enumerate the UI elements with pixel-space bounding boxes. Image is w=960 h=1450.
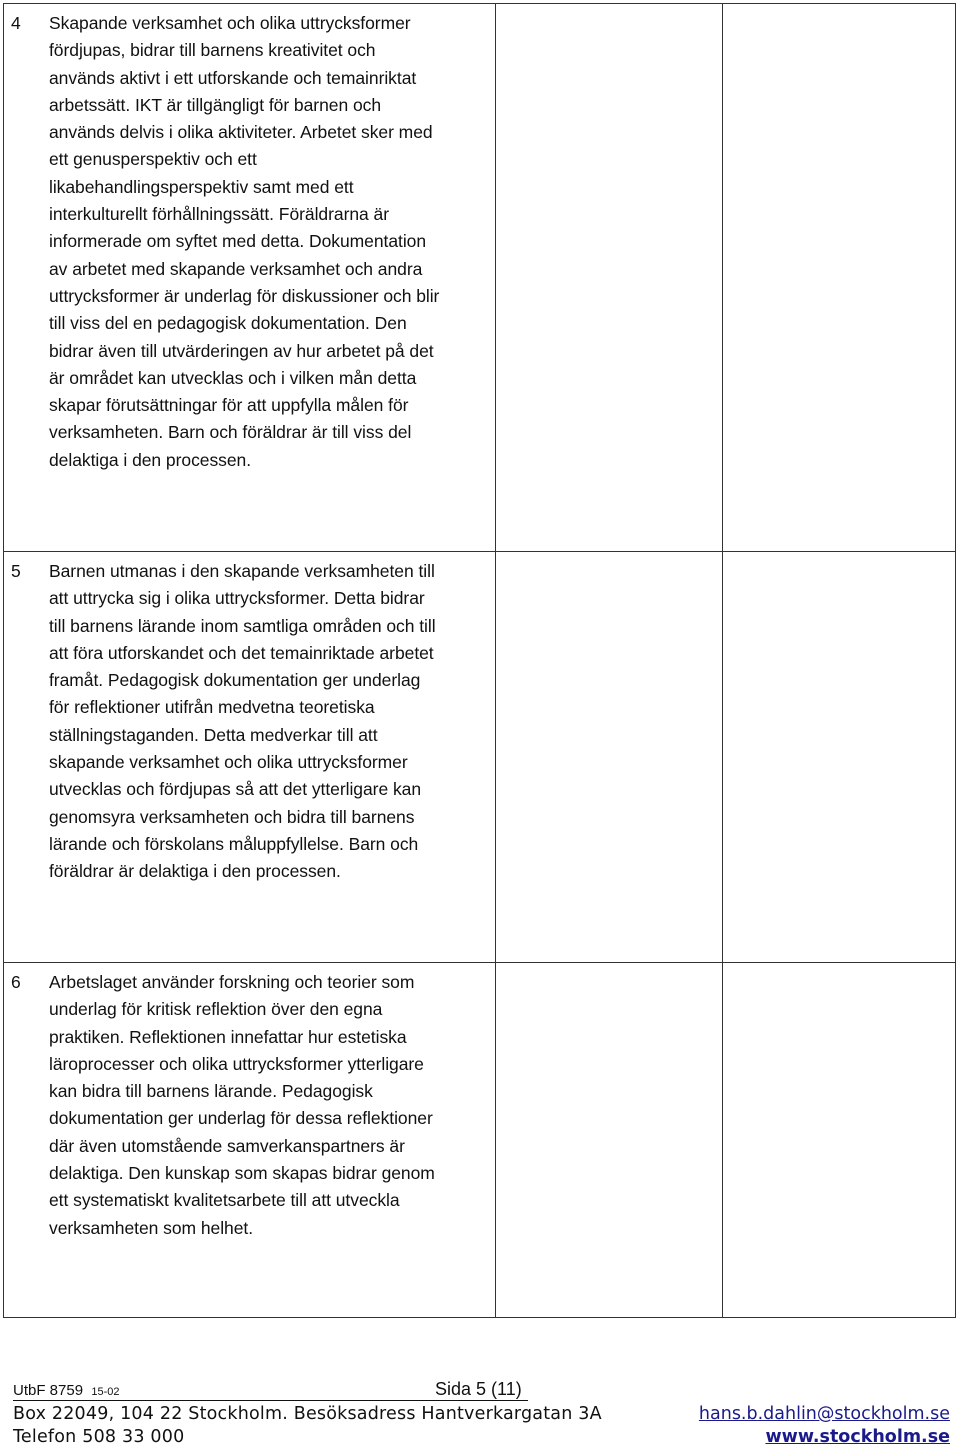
page-footer xyxy=(13,1376,953,1446)
level-description-cell xyxy=(4,963,496,1318)
empty-cell xyxy=(723,552,956,963)
text-line: används delvis i olika aktiviteter. Arbetet sker med xyxy=(49,122,433,143)
text-line: dokumentation ger underlag för dessa reflektioner xyxy=(49,1108,433,1129)
level-description xyxy=(4,552,495,886)
table-row xyxy=(4,4,956,552)
text-line: verksamheten som helhet. xyxy=(49,1217,254,1238)
text-line: Barnen utmanas i den skapande verksamheten till xyxy=(49,561,435,581)
text-line: Arbetslaget använder forskning och teorier som xyxy=(49,972,415,992)
text-line: uttrycksformer är underlag för diskussioner och blir xyxy=(49,285,440,306)
text-line: genomsyra verksamheten och bidra till barnens xyxy=(49,806,415,827)
text-line: ett systematiskt kvalitetsarbete till att utveckla xyxy=(49,1190,400,1211)
text-line: framåt. Pedagogisk dokumentation ger underlag xyxy=(49,670,421,691)
text-line: till viss del en pedagogisk dokumentation. Den xyxy=(49,313,407,334)
form-code-text: UtbF 8759 xyxy=(13,1382,84,1399)
text-line: skapande verksamhet och olika uttrycksformer xyxy=(49,752,408,773)
text-line: utvecklas och fördjupas så att det ytterligare kan xyxy=(49,779,422,800)
text-line: interkulturellt förhållningssätt. Föräldrarna är xyxy=(49,204,389,225)
text-line: för reflektioner utifrån medvetna teoretiska xyxy=(49,697,375,718)
empty-cell xyxy=(723,4,956,552)
empty-cell xyxy=(495,963,723,1318)
empty-cell xyxy=(495,4,723,552)
text-line: Skapande verksamhet och olika uttrycksformer xyxy=(49,13,411,33)
text-line: lärande och förskolans måluppfyllelse. Barn och xyxy=(49,833,419,854)
page-number: Sida 5 (11) xyxy=(435,1379,522,1399)
text-line: där även utomstående samverkanspartners är xyxy=(49,1135,405,1156)
level-description-cell xyxy=(4,552,496,963)
text-line: praktiken. Reflektionen innefattar hur estetiska xyxy=(49,1026,407,1047)
level-description xyxy=(4,4,495,474)
text-line: skapar förutsättningar för att uppfylla målen för xyxy=(49,395,409,416)
level-description-cell xyxy=(4,4,496,552)
text-line: att föra utforskandet och det temainriktade arbetet xyxy=(49,642,434,663)
text-line: likabehandlingsperspektiv samt med ett xyxy=(49,176,354,197)
text-line: kan bidra till barnens lärande. Pedagogisk xyxy=(49,1081,373,1102)
text-line: läroprocesser och olika uttrycksformer ytterligare xyxy=(49,1053,424,1074)
website-link[interactable]: www.stockholm.se xyxy=(765,1427,950,1447)
text-line: ett genusperspektiv och ett xyxy=(49,149,257,170)
level-description xyxy=(4,963,495,1242)
text-line: delaktiga. Den kunskap som skapas bidrar genom xyxy=(49,1163,435,1184)
level-number: 6 xyxy=(11,972,21,992)
form-code xyxy=(13,1382,120,1399)
email-link[interactable]: hans.b.dahlin@stockholm.se xyxy=(698,1404,950,1424)
form-version: 15-02 xyxy=(91,1386,120,1398)
footer-divider xyxy=(13,1400,528,1401)
text-line: att uttrycka sig i olika uttrycksformer. Detta bidrar xyxy=(49,588,425,609)
text-line: föräldrar är delaktiga i den processen. xyxy=(49,861,341,882)
postal-address: Box 22049, 104 22 Stockholm. Besöksadress Hantverkargatan 3A xyxy=(13,1404,602,1424)
empty-cell xyxy=(723,963,956,1318)
text-line: till barnens lärande inom samtliga områden och till xyxy=(49,615,436,636)
table-row xyxy=(4,552,956,963)
text-line: ställningstaganden. Detta medverkar till att xyxy=(49,724,378,745)
text-line: underlag för kritisk reflektion över den egna xyxy=(49,999,383,1020)
text-line: används aktivt i ett utforskande och temainriktat xyxy=(49,67,417,88)
text-line: bidrar även till utvärderingen av hur arbetet på det xyxy=(49,340,434,361)
text-line: verksamheten. Barn och föräldrar är till viss del xyxy=(49,422,412,443)
assessment-table xyxy=(3,3,956,1318)
text-line: informerade om syftet med detta. Dokumentation xyxy=(49,231,427,252)
table-row xyxy=(4,963,956,1318)
text-line: delaktiga i den processen. xyxy=(49,449,252,470)
text-line: av arbetet med skapande verksamhet och andra xyxy=(49,258,423,279)
empty-cell xyxy=(495,552,723,963)
text-line: arbetssätt. IKT är tillgängligt för barnen och xyxy=(49,94,382,115)
phone-number: Telefon 508 33 000 xyxy=(13,1427,185,1447)
level-number: 4 xyxy=(11,13,21,33)
level-number: 5 xyxy=(11,561,21,581)
text-line: är området kan utvecklas och i vilken mån detta xyxy=(49,367,417,388)
text-line: fördjupas, bidrar till barnens kreativitet och xyxy=(49,40,376,61)
